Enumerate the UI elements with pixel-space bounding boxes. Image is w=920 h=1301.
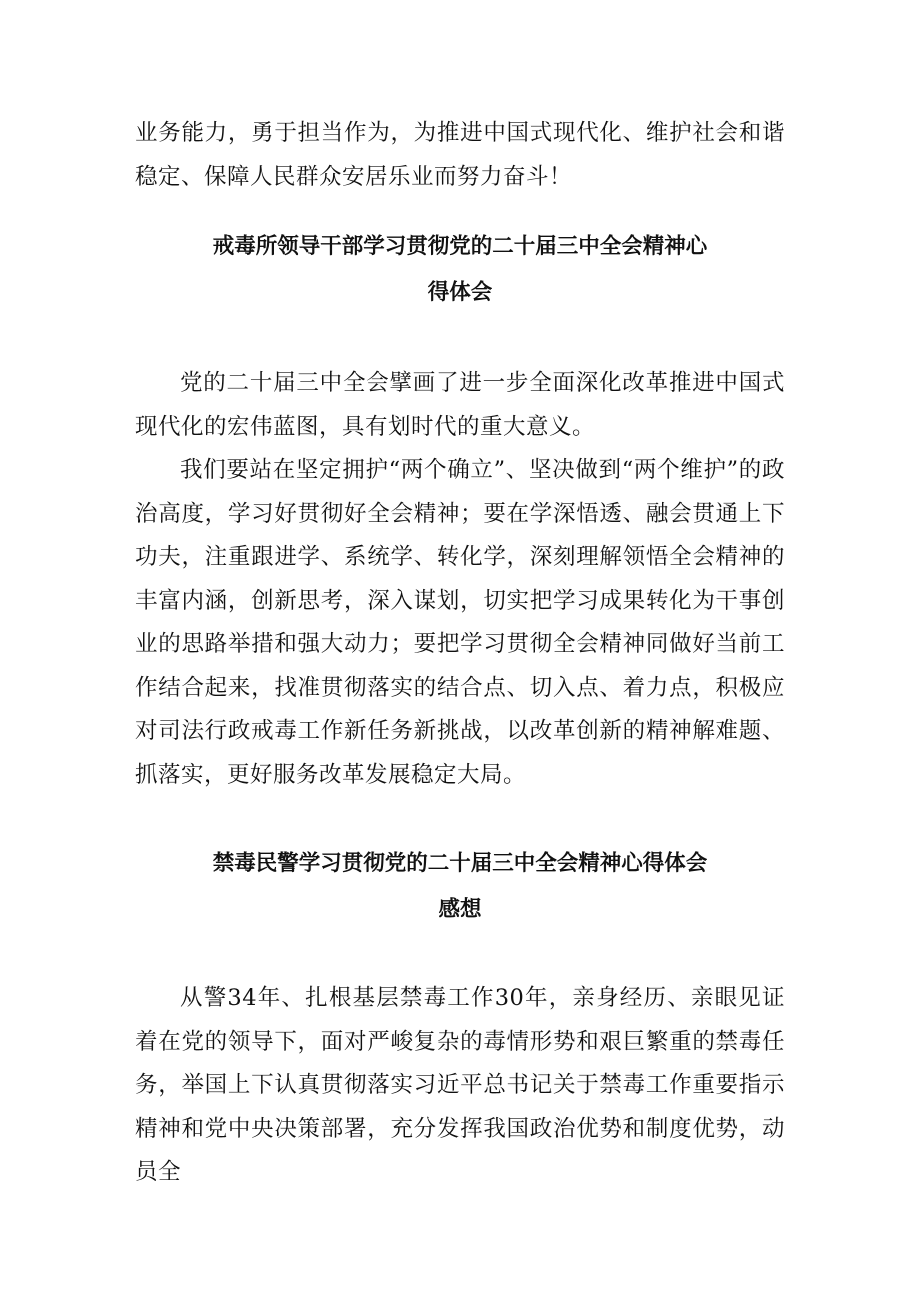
section2-title-line2: 感想 bbox=[438, 897, 482, 922]
spacer bbox=[135, 933, 785, 977]
intro-paragraph: 业务能力，勇于担当作为，为推进中国式现代化、维护社会和谐稳定、保障人民群众安居乐业而努力奋斗！ bbox=[135, 120, 785, 190]
section1-title-line2: 得体会 bbox=[427, 280, 493, 305]
section2-paragraph-1: 从警34年、扎根基层禁毒工作30年，亲身经历、亲眼见证着在党的领导下，面对严峻复杂的毒情形势和艰巨繁重的禁毒任务，举国上下认真贯彻落实习近平总书记关于禁毒工作重要指示精神和党中央决策部署，充分发挥我国政治优势和制度优势，动员全 bbox=[135, 985, 785, 1185]
section2-title bbox=[135, 841, 785, 933]
spacer bbox=[135, 797, 785, 841]
document-page bbox=[135, 112, 785, 1195]
section1-paragraph-1: 党的二十届三中全会擘画了进一步全面深化改革推进中国式现代化的宏伟蓝图，具有划时代的重大意义。 bbox=[135, 370, 785, 440]
section2-title-line1: 禁毒民警学习贯彻党的二十届三中全会精神心得体会 bbox=[212, 851, 708, 876]
section1-paragraph-2: 我们要站在坚定拥护“两个确立”、坚决做到“两个维护”的政治高度，学习好贯彻好全会精神；要在学深悟透、融会贯通上下功夫，注重跟进学、系统学、转化学，深刻理解领悟全会精神的丰富内涵，创新思考，深入谋划，切实把学习成果转化为干事创业的思路举措和强大动力；要把学习贯彻全会精神同做好当前工作结合起来，找准贯彻落实的结合点、切入点、着力点，积极应对司法行政戒毒工作新任务新挑战，以改革创新的精神解难题、抓落实，更好服务改革发展稳定大局。 bbox=[135, 457, 785, 788]
spacer bbox=[135, 316, 785, 362]
section1-title-line1: 戒毒所领导干部学习贯彻党的二十届三中全会精神心 bbox=[212, 234, 708, 259]
section1-title bbox=[135, 224, 785, 316]
spacer bbox=[135, 199, 785, 224]
